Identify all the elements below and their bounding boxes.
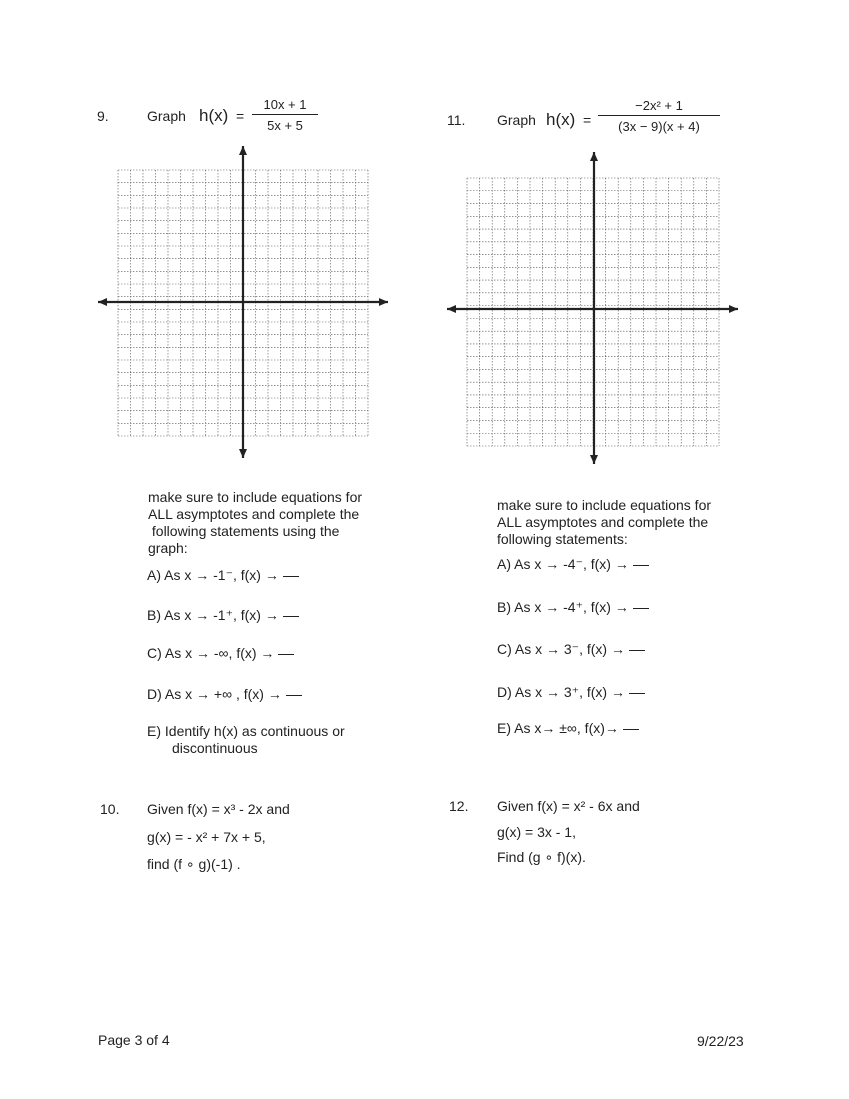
problem-9-denominator: 5x + 5	[267, 118, 303, 133]
problem-9-fraction	[252, 97, 318, 133]
problem-11-graph-label: Graph	[497, 112, 536, 128]
problem-11-func-name: h(x)	[546, 110, 576, 129]
problem-9-graph-grid[interactable]	[95, 142, 395, 462]
instruction-line: following statements:	[497, 531, 628, 547]
answer-blank[interactable]	[283, 575, 299, 577]
problem-11-graph-grid[interactable]	[445, 148, 745, 468]
axis-arrowhead	[729, 305, 738, 313]
axis-arrowhead	[98, 298, 107, 306]
problem-9-instructions	[148, 489, 362, 557]
problem-11-denominator: (3x − 9)(x + 4)	[618, 119, 700, 134]
problem-11-fraction	[598, 98, 720, 134]
coordinate-plane[interactable]	[95, 142, 395, 462]
problem-9-statement-b: B) As x → -1⁺, f(x) →	[147, 607, 299, 624]
instruction-line: make sure to include equations for	[497, 497, 712, 513]
axis-arrowhead	[379, 298, 388, 306]
instruction-line: following statements using the	[148, 523, 340, 539]
answer-blank[interactable]	[629, 649, 645, 651]
problem-10-line1: Given f(x) = x³ - 2x and	[147, 801, 290, 817]
problem-9-equals: =	[236, 108, 245, 124]
problem-12-line3: Find (g ∘ f)(x).	[497, 849, 586, 865]
axis-arrowhead	[590, 455, 598, 464]
answer-blank[interactable]	[286, 694, 302, 696]
answer-blank[interactable]	[633, 607, 649, 609]
answer-blank[interactable]	[278, 653, 294, 655]
axis-arrowhead	[447, 305, 456, 313]
problem-12-line2: g(x) = 3x - 1,	[497, 824, 576, 840]
answer-blank[interactable]	[623, 728, 639, 730]
answer-blank[interactable]	[283, 615, 299, 617]
problem-10-line3: find (f ∘ g)(-1) .	[147, 856, 241, 872]
instruction-line: ALL asymptotes and complete the	[497, 514, 709, 530]
axis-arrowhead	[590, 152, 598, 161]
problem-11-instructions	[497, 497, 711, 548]
problem-9-statement-a: A) As x → -1⁻, f(x) →	[147, 567, 299, 584]
problem-10-line2: g(x) = - x² + 7x + 5,	[147, 829, 266, 845]
problem-11-number: 11.	[447, 112, 466, 128]
coordinate-plane[interactable]	[445, 148, 745, 468]
problem-11-statement-a: A) As x → -4⁻, f(x) →	[497, 556, 649, 573]
problem-11-statement-d: D) As x → 3⁺, f(x) →	[497, 684, 645, 701]
problem-9-statement-e-line2: discontinuous	[172, 740, 258, 756]
instruction-line: graph:	[148, 540, 188, 556]
instruction-line: ALL asymptotes and complete the	[148, 506, 360, 522]
problem-12-line1: Given f(x) = x² - 6x and	[497, 798, 640, 814]
axis-arrowhead	[239, 449, 247, 458]
problem-9-statement-c: C) As x → -∞, f(x) →	[147, 645, 294, 661]
instruction-line: make sure to include equations for	[148, 489, 363, 505]
problem-9-statement-e: E) Identify h(x) as continuous or	[147, 723, 345, 739]
problem-11-statement-c: C) As x → 3⁻, f(x) →	[497, 641, 645, 658]
problem-12-number: 12.	[449, 798, 469, 814]
axis-arrowhead	[239, 146, 247, 155]
problem-10-number: 10.	[100, 801, 120, 817]
problem-9-statement-d: D) As x → +∞ , f(x) →	[147, 686, 302, 702]
answer-blank[interactable]	[629, 692, 645, 694]
problem-9-number: 9.	[97, 108, 109, 124]
problem-9-numerator: 10x + 1	[252, 97, 318, 115]
page-date: 9/22/23	[697, 1033, 744, 1049]
problem-11-statement-b: B) As x → -4⁺, f(x) →	[497, 599, 649, 616]
problem-9-graph-label: Graph	[147, 108, 186, 124]
answer-blank[interactable]	[633, 564, 649, 566]
problem-11-statement-e: E) As x→ ±∞, f(x)→	[497, 720, 639, 736]
page-number: Page 3 of 4	[98, 1032, 170, 1048]
problem-11-numerator: −2x² + 1	[598, 98, 720, 116]
problem-9-func-name: h(x)	[199, 106, 229, 125]
problem-11-equals: =	[583, 112, 592, 128]
